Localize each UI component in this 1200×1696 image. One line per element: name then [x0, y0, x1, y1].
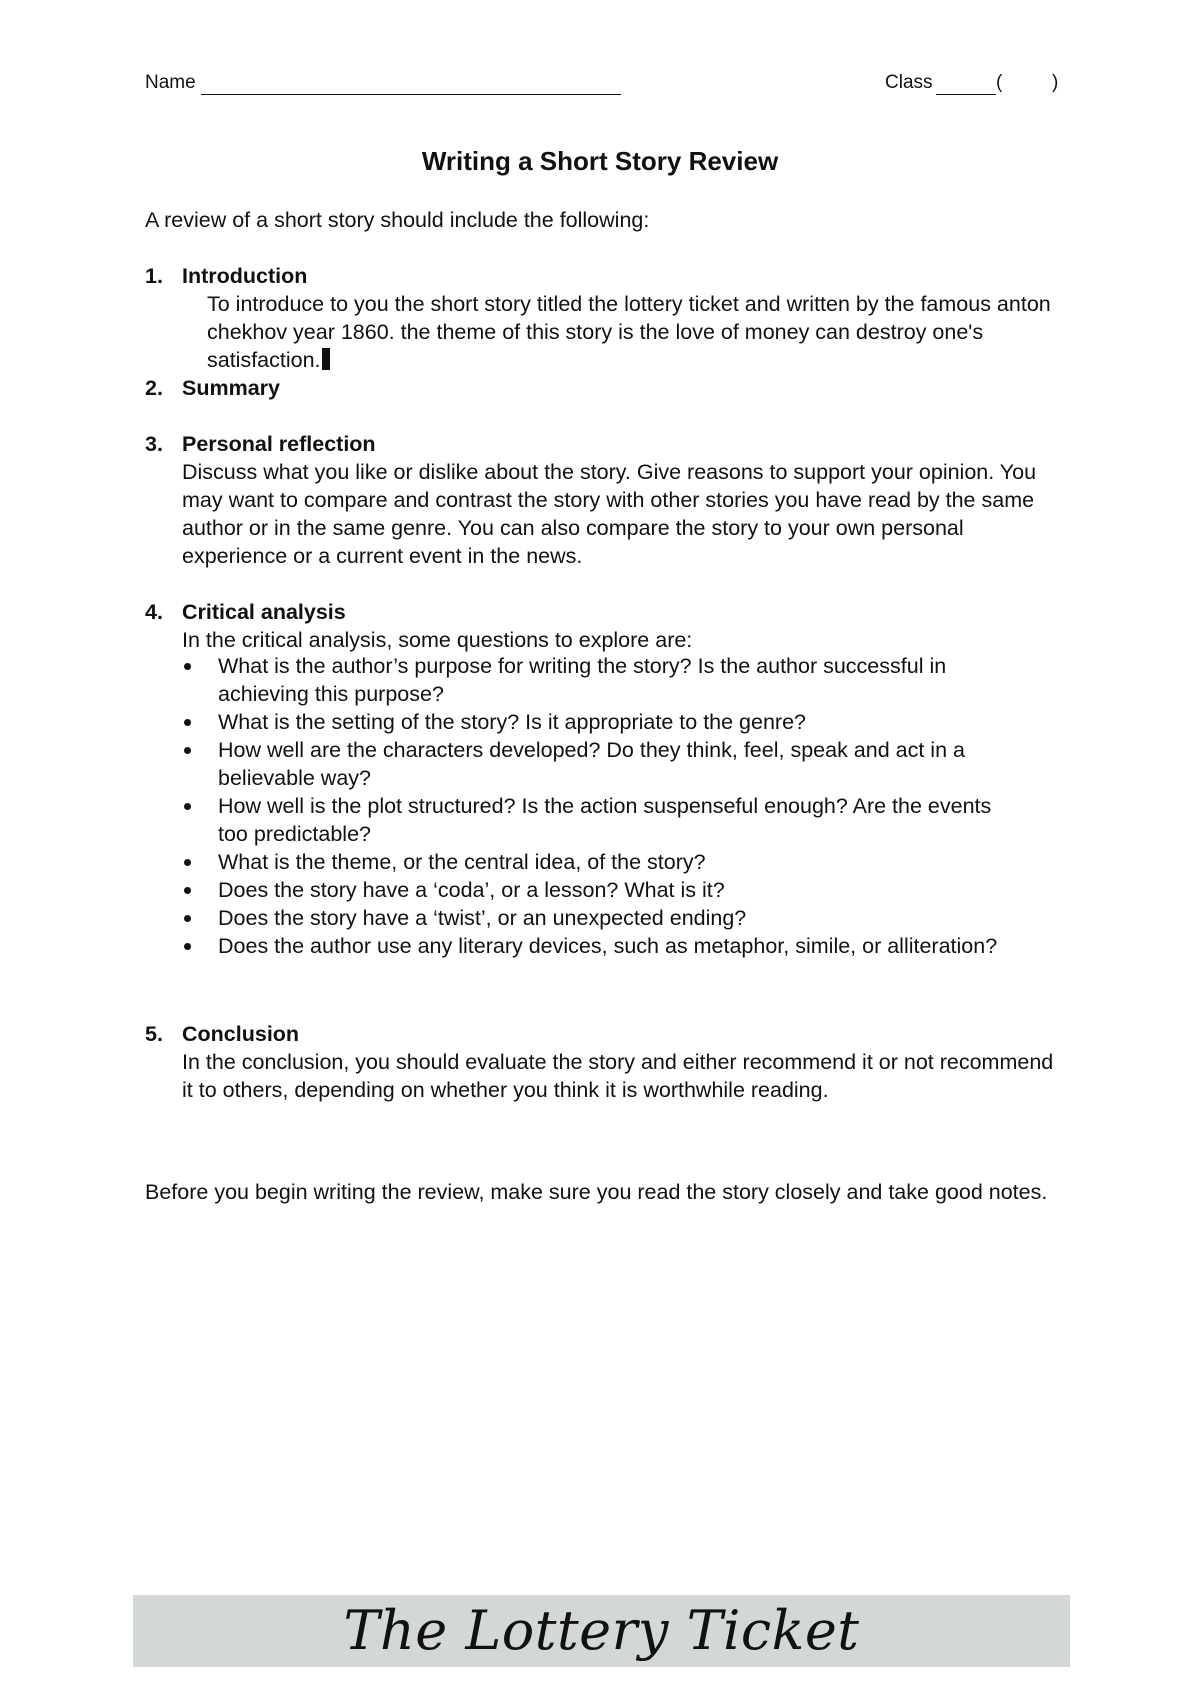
- section-body-conclusion: In the conclusion, you should evaluate the story and either recommend it or not recommend it to others, depending on whether you think it is worthwhile reading.: [182, 1050, 1054, 1102]
- section-number: 5.: [145, 1022, 163, 1046]
- bullet-icon: [184, 663, 191, 670]
- bullet-icon: [184, 887, 191, 894]
- list-item: Does the story have a ‘twist’, or an unexpected ending?: [182, 904, 1002, 932]
- section-number: 4.: [145, 600, 163, 624]
- index-paren-open: (: [996, 72, 1003, 93]
- bullet-icon: [184, 803, 191, 810]
- list-item: Does the author use any literary devices, such as metaphor, simile, or alliteration?: [182, 932, 1002, 960]
- page-title: Writing a Short Story Review: [421, 146, 779, 176]
- list-item: How well are the characters developed? Do they think, feel, speak and act in a believable way?: [182, 736, 1002, 792]
- intro-text: A review of a short story should include the following:: [145, 208, 650, 232]
- title-banner: [133, 1595, 1070, 1667]
- section-heading-introduction: Introduction: [182, 264, 308, 288]
- section-number: 2.: [145, 376, 163, 400]
- list-item: How well is the plot structured? Is the action suspenseful enough? Are the events too predictable?: [182, 792, 1002, 848]
- bullet-icon: [184, 747, 191, 754]
- section-number: 3.: [145, 432, 163, 456]
- text-cursor: [322, 348, 330, 370]
- section-heading-personal-reflection: Personal reflection: [182, 432, 376, 456]
- list-item: Does the story have a ‘coda’, or a lesson? What is it?: [182, 876, 1002, 904]
- name-blank-line: [201, 94, 621, 95]
- closing-paragraph: Before you begin writing the review, make sure you read the story closely and take good notes.: [145, 1180, 1048, 1204]
- section-heading-critical-analysis: Critical analysis: [182, 600, 346, 624]
- bullet-icon: [184, 719, 191, 726]
- list-item: What is the theme, or the central idea, of the story?: [182, 848, 1002, 876]
- section-body-introduction[interactable]: [207, 290, 1062, 374]
- header-row: [145, 72, 1060, 102]
- section-heading-summary: Summary: [182, 376, 280, 400]
- section-body-personal-reflection: Discuss what you like or dislike about the story. Give reasons to support your opinion. You may want to compare and contrast the story with other stories you have read by the same author or in the same genre. You can also compare the story to your own personal experience or a current event in the news.: [182, 460, 1037, 568]
- bullet-icon: [184, 859, 191, 866]
- list-item: What is the author’s purpose for writing the story? Is the author successful in achieving this purpose?: [182, 652, 1002, 708]
- section-body-critical-analysis: In the critical analysis, some questions to explore are:: [182, 628, 693, 652]
- section-number: 1.: [145, 264, 163, 288]
- introduction-text: To introduce to you the short story titled the lottery ticket and written by the famous anton chekhov year 1860. the theme of this story is the love of money can destroy one's satisfaction.: [207, 292, 1051, 372]
- name-label: Name: [145, 72, 196, 93]
- question-list: [182, 652, 1002, 960]
- bullet-icon: [184, 943, 191, 950]
- bullet-icon: [184, 915, 191, 922]
- section-heading-conclusion: Conclusion: [182, 1022, 300, 1046]
- banner-title: The Lottery Ticket: [343, 1599, 860, 1662]
- index-paren-close: ): [1052, 72, 1059, 93]
- class-label: Class: [885, 72, 933, 93]
- list-item: What is the setting of the story? Is it appropriate to the genre?: [182, 708, 1002, 736]
- class-blank-line: [936, 94, 996, 95]
